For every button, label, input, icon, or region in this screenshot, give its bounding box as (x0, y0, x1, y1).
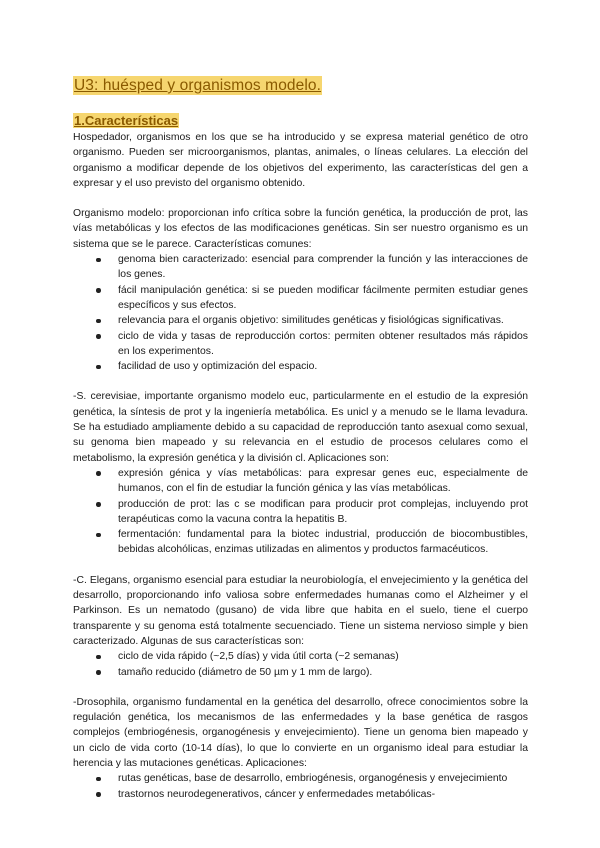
elegans-paragraph: -C. Elegans, organismo esencial para estudiar la neurobiología, el envejecimiento y la genética del desarrollo, proporcionando info valiosa sobre enfermedades humanas como el Alzheimer y el Parkinson. Es un nematodo (gusano) de vida libre que habita en el suelo, tiene el cuerpo transparente y su genoma está totalmente secuenciado. Tiene un sistema nervioso simple y bien caracterizado. Algunas de sus características son: (73, 574, 528, 647)
section-elegans (73, 573, 528, 680)
drosophila-paragraph: -Drosophila, organismo fundamental en la genética del desarrollo, ofrece conocimientos sobre la regulación genética, los mecanismos de las enfermedades y la base genética de rasgos complejos (embriogénesis, organogénesis y envejecimiento). Tiene un genoma bien mapeado y un ciclo de vida corto (10-14 días), lo que lo convierte en un organismo ideal para estudiar la herencia y las mutaciones genéticas. Aplicaciones: (73, 696, 528, 769)
list-item: ciclo de vida y tasas de reproducción cortos: permiten obtener resultados más rápidos en los experimentos. (110, 329, 528, 360)
list-item: fermentación: fundamental para la biotec industrial, producción de biocombustibles, bebidas alcohólicas, enzimas utilizadas en alimentos y productos farmacéuticos. (110, 527, 528, 558)
list-item: expresión génica y vías metabólicas: para expresar genes euc, especialmente de humanos, con el fin de estudiar la función génica y las vías metabólicas. (110, 466, 528, 497)
section-drosophila (73, 695, 528, 802)
cerevisiae-paragraph: -S. cerevisiae, importante organismo modelo euc, particularmente en el estudio de la expresión genética, la síntesis de prot y la ingeniería metabólica. Es unicl y a menudo se le llama levadura. Se ha estudiado ampliamente debido a su capacidad de reproducción tanto asexual como sexual, su genoma bien mapeado y su relevancia en el estudio de procesos celulares como el metabolismo, la expresión genética y la división cl. Aplicaciones son: (73, 391, 528, 464)
list-item: rutas genéticas, base de desarrollo, embriogénesis, organogénesis y envejecimiento (110, 771, 528, 786)
list-item: trastornos neurodegenerativos, cáncer y enfermedades metabólicas- (110, 787, 528, 802)
list-item: facilidad de uso y optimización del espacio. (110, 359, 528, 374)
list-item: relevancia para el organis objetivo: similitudes genéticas y fisiológicas significativas. (110, 313, 528, 328)
model-characteristics-list (73, 252, 528, 374)
elegans-characteristics-list (73, 649, 528, 680)
list-item: ciclo de vida rápido (~2,5 días) y vida útil corta (~2 semanas) (110, 649, 528, 664)
list-item: producción de prot: las c se modifican para producir prot complejas, incluyendo prot terapéuticas como la vacuna contra la hepatitis B. (110, 497, 528, 528)
document-title: U3: huésped y organismos modelo. (74, 77, 322, 94)
list-item: tamaño reducido (diámetro de 50 µm y 1 mm de largo). (110, 665, 528, 680)
intro-paragraph: Hospedador, organismos en los que se ha introducido y se expresa material genético de otro organismo. Pueden ser microorganismos, plantas, animales, o líneas celulares. La elección del organismo a modificar depende de los objetivos del experimento, las características del gen a expresar y el uso previsto del organismo obtenido. (73, 132, 528, 189)
section-characteristics (73, 112, 528, 374)
list-item: genoma bien caracterizado: esencial para comprender la función y las interacciones de los genes. (110, 252, 528, 283)
cerevisiae-applications-list (73, 466, 528, 558)
model-organism-paragraph: Organismo modelo: proporcionan info crítica sobre la función genética, la producción de prot, las vías metabólicas y los efectos de las modificaciones genéticas. Sin ser nuestro organismo es un sistema que se le parece. Características comunes: (73, 208, 528, 250)
section-heading: 1.Características (74, 113, 179, 128)
list-item: fácil manipulación genética: si se pueden modificar fácilmente permiten estudiar genes específicos y sus efectos. (110, 283, 528, 314)
drosophila-applications-list (73, 771, 528, 802)
section-cerevisiae (73, 389, 528, 557)
